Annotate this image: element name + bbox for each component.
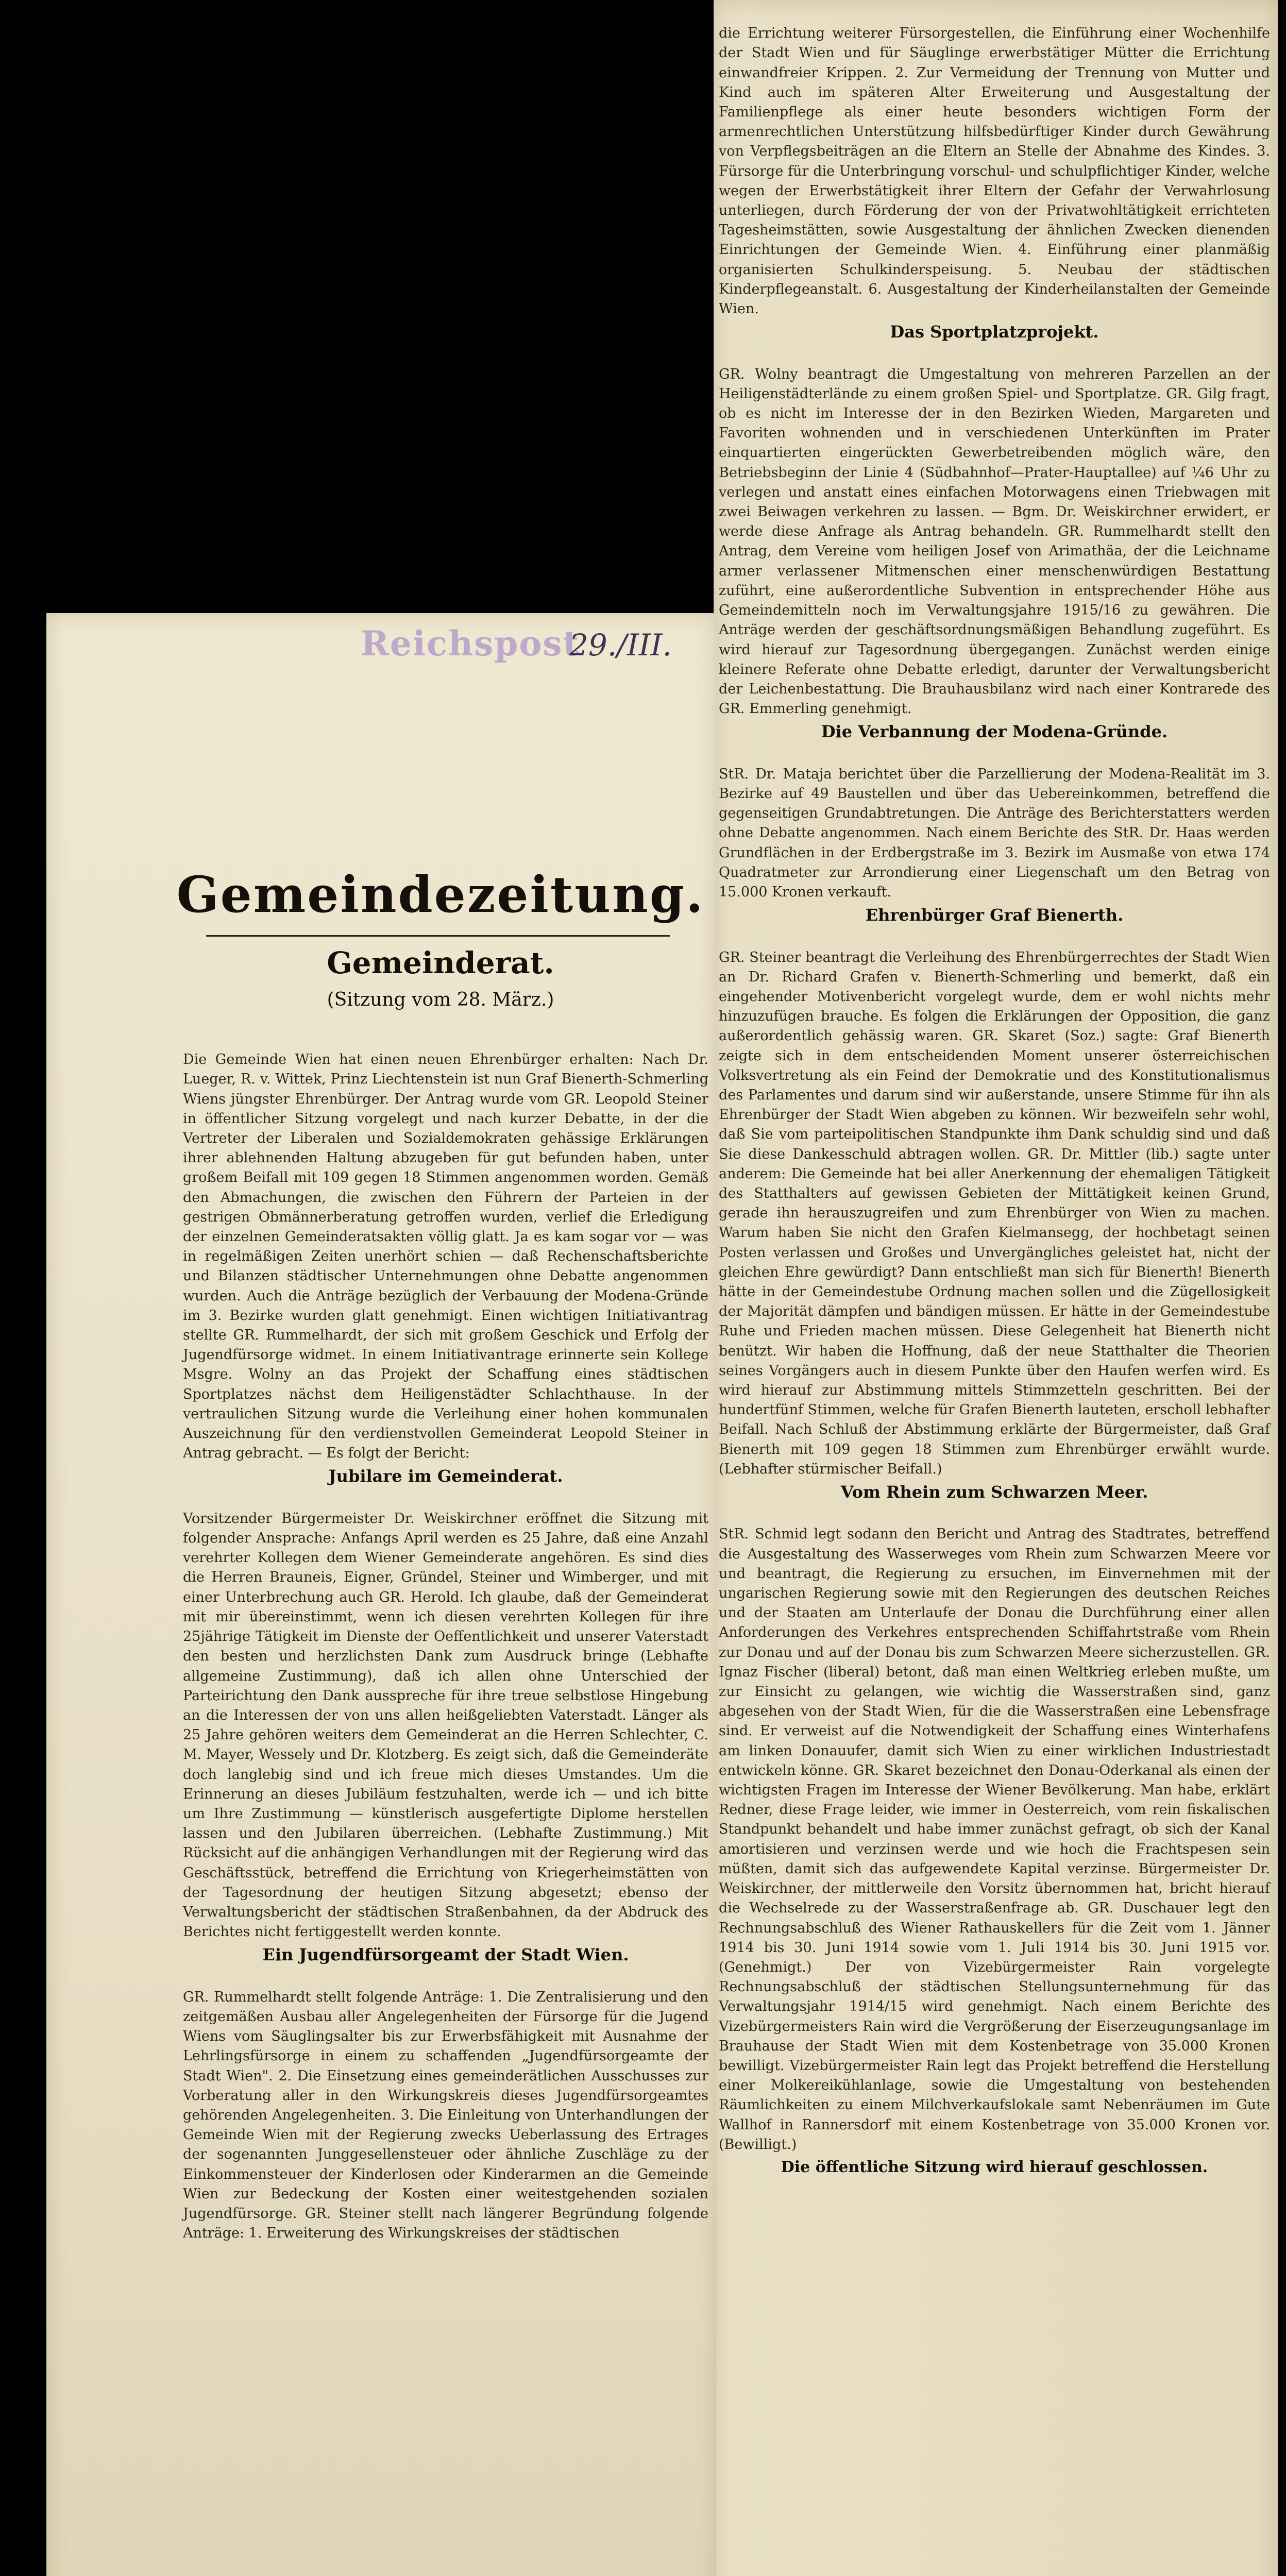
heading-sportplatz: Das Sportplatzprojekt.: [890, 322, 1099, 342]
heading-jugendamt: Ein Jugendfürsorgeamt der Stadt Wien.: [262, 1945, 629, 1965]
reichspost-stamp: Reichspost: [361, 623, 580, 664]
heading-ehrenbuerger: Ehrenbürger Graf Bienerth.: [865, 905, 1124, 925]
title-rule: [206, 935, 670, 937]
main-title: Gemeindezeitung.: [176, 866, 705, 924]
left-column-text: [183, 1030, 708, 2243]
jubilare-text: Vorsitzender Bürgermeister Dr. Weiskirchner eröffnet die Sitzung mit folgender Ansprache: Anfangs April werden es 25 Jahre, daß eine Anzahl verehrter Kollegen dem Wiener Gemeinderate angehören. Es sind dies die Herren Brauneis, Eigner, Gründel, Steiner und Wimberger, und mit einer Unterbrechung auch GR. Herold. Ich glaube, daß der Gemeinderat mit mir übereinstimmt, wenn ich diesen verehrten Kollegen für ihre 25jährige Tätigkeit im Dienste der Oeffentlichkeit und unserer Vaterstadt den besten und herzlichsten Dank zum Ausdruck bringe (Lebhafte allgemeine Zustimmung), daß ich allen ohne Unterschied der Parteirichtung den Dank ausspreche für ihre treue selbstlose Hingebung an die Interessen der von uns allen heißgeliebten Vaterstadt. Länger als 25 Jahre gehören weiters dem Gemeinderat an die Herren Schlechter, C. M. Mayer, Wessely und Dr. Klotzberg. Es zeigt sich, daß die Gemeinderäte doch langlebig sind und ich freue mich dieses Umstandes. Um die Erinnerung an dieses Jubiläum festzuhalten, werde ich — und ich bitte um Ihre Zustimmung — künstlerisch ausgefertigte Diplome herstellen lassen und den Jubilaren überreichen. (Lebhafte Zustimmung.) Mit Rücksicht auf die anhängigen Verhandlungen mit der Regierung wird das Geschäftsstück, betreffend die Errichtung von Kriegerheimstätten von der Tagesordnung der heutigen Sitzung abgesetzt; ebenso der Verwaltungsbericht der städtischen Straßenbahnen, da der Abdruck des Berichtes nicht fertiggestellt werden konnte.: [183, 1510, 708, 1940]
right-intro: die Errichtung weiterer Fürsorgestellen, die Einführung einer Wochenhilfe der Stadt Wien und für Säuglinge erwerbstätiger Mütter die Errichtung einwandfreier Krippen. 2. Zur Vermeidung der Trennung von Mutter und Kind auch im späteren Alter Erweiterung und Ausgestaltung der Familienpflege als einer heute besonders wichtigen Form der armenrechtlichen Unterstützung hilfsbedürftiger Kinder durch Gewährung von Verpflegsbeiträgen an die Eltern an Stelle der Abnahme des Kindes. 3. Fürsorge für die Unterbringung vorschul- und schulpflichtiger Kinder, welche wegen der Erwerbstätigkeit ihrer Eltern der Gefahr der Verwahrlosung unterliegen, durch Förderung der von der Privatwohltätigkeit errichteten Tagesheimstätten, sowie Ausgestaltung der ähnlichen Zwecken dienenden Einrichtungen der Gemeinde Wien. 4. Einführung einer planmäßig organisierten Schulkinderspeisung. 5. Neubau der städtischen Kinderpflegeanstalt. 6. Ausgestaltung der Kinderheilanstalten der Gemeinde Wien.: [719, 25, 1270, 317]
ehrenbuerger-text: GR. Steiner beantragt die Verleihung des Ehrenbürgerrechtes der Stadt Wien an Dr. Richard Grafen v. Bienerth-Schmerling und bemerkt, daß ein eingehender Motivenbericht vorgelegt wurde, dem er wohl nichts mehr hinzuzufügen brauche. Es folgen die Erklärungen der Opposition, die ganz außerordentlich gehässig waren. GR. Skaret (Soz.) sagte: Graf Bienerth zeigte sich in dem entscheidenden Moment unserer österreichischen Volksvertretung als ein Feind der Demokratie und des Konstitutionalismus des Parlamentes und darum sind wir außerstande, unsere Stimme für ihn als Ehrenbürger der Stadt Wien abgeben zu können. Wir bezweifeln sehr wohl, daß Sie vom parteipolitischen Standpunkte ihm Dank schuldig sind und daß Sie diese Dankesschuld abtragen wollen. GR. Dr. Mittler (lib.) sagte unter anderem: Die Gemeinde hat bei aller Anerkennung der ehemaligen Tätigkeit des Statthalters auf gewissen Gebieten der Mittätigkeit keinen Grund, gerade ihn herauszugreifen und zum Ehrenbürger von Wien zu machen. Warum haben Sie nicht den Grafen Kielmansegg, der hochbetagt seinen Posten verlassen und Großes und Unvergängliches geleistet hat, nicht der gleichen Ehre gewürdigt? Dann entschließt man sich für Bienerth! Bienerth hätte in der Gemeindestube Ordnung machen sollen und die Zügellosigkeit der Majorität dämpfen und bändigen müssen. Er hätte in der Gemeindestube Ruhe und Frieden machen müssen. Diese Gelegenheit hat Bienerth nicht benützt. Wir haben die Hoffnung, daß der neue Statthalter die Theorien seines Vorgängers auch in diesem Punkte über den Haufen werfen wird. Es wird hierauf zur Abstimmung mittels Stimmzetteln geschritten. Bei der hundertfünf Stimmen, welche für Grafen Bienerth lauteten, erscholl lebhafter Beifall. Nach Schluß der Abstimmung erklärte der Bürgermeister, daß Graf Bienerth mit 109 gegen 18 Stimmen zum Ehrenbürger erwählt wurde. (Lebhafter stürmischer Beifall.): [719, 949, 1270, 1477]
jugendamt-text: GR. Rummelhardt stellt folgende Anträge: 1. Die Zentralisierung und den zeitgemäßen Ausbau aller Angelegenheiten der Fürsorge für die Jugend Wiens vom Säuglingsalter bis zur Erwerbsfähigkeit mit Ausnahme der Lehrlingsfürsorge in einem zu schaffenden „Jugendfürsorgeamte der Stadt Wien". 2. Die Einsetzung eines gemeinderätlichen Ausschusses zur Vorberatung aller in den Wirkungskreis dieses Jugendfürsorgeamtes gehörenden Angelegenheiten. 3. Die Einleitung von Unterhandlungen der Gemeinde Wien mit der Regierung zwecks Ueberlassung des Ertrages der sogenannten Junggesellensteuer oder ähnliche Zuschläge zu der Einkommensteuer der Kinderlosen oder Kinderarmen an die Gemeinde Wien zur Bedeckung der Kosten einer weitestgehenden sozialen Jugendfürsorge. GR. Steiner stellt nach längerer Begründung folgende Anträge: 1. Erweiterung des Wirkungskreises der städtischen: [183, 1989, 708, 2242]
handwritten-date: 29./III.: [569, 628, 672, 663]
left-body: Die Gemeinde Wien hat einen neuen Ehrenbürger erhalten: Nach Dr. Lueger, R. v. Wittek, Prinz Liechtenstein ist nun Graf Bienerth-Schmerling Wiens jüngster Ehrenbürger. Der Antrag wurde vom GR. Leopold Steiner in öffentlicher Sitzung vorgelegt und nach kurzer Debatte, in der die Vertreter der Liberalen und Sozialdemokraten gehässige Erklärungen ihrer ablehnenden Haltung abzugeben für gut befunden haben, unter großem Beifall mit 109 gegen 18 Stimmen angenommen worden. Gemäß den Abmachungen, die zwischen den Führern der Parteien in der gestrigen Obmännerberatung getroffen wurden, verlief die Erledigung der einzelnen Gemeinderatsakten völlig glatt. Ja es kam sogar vor — was in regelmäßigen Zeiten unerhört schien — daß Rechenschaftsberichte und Bilanzen städtischer Unternehmungen ohne Debatte angenommen wurden. Auch die Anträge bezüglich der Verbauung der Modena-Gründe im 3. Bezirke wurden glatt genehmigt. Einen wichtigen Initiativantrag stellte GR. Rummelhardt, der sich mit großem Geschick und Erfolg der Jugendfürsorge widmet. In einem Initiativantrage erinnerte sein Kollege Msgre. Wolny an das Projekt der Schaffung eines städtischen Sportplatzes nächst dem Heiligenstädter Schlachthause. In der vertraulichen Sitzung wurde die Verleihung einer hohen kommunalen Auszeichnung für den verdienstvollen Gemeinderat Leopold Steiner in Antrag gebracht. — Es folgt der Bericht:: [183, 1052, 708, 1462]
session-date: (Sitzung vom 28. März.): [327, 989, 554, 1010]
right-column-text: [719, 4, 1270, 2200]
sportplatz-text: GR. Wolny beantragt die Umgestaltung von mehreren Parzellen an der Heiligenstädterlände zu einem großen Spiel- und Sportplatze. GR. Gilg fragt, ob es nicht im Interesse der in den Bezirken Wieden, Margareten und Favoriten wohnenden und in verschiedenen Unterkünften im Prater einquartierten eingerückten Gewerbetreibenden möglich wäre, den Betriebsbeginn der Linie 4 (Südbahnhof—Prater-Hauptallee) auf ¼6 Uhr zu verlegen und anstatt eines einfachen Motorwagens einen Triebwagen mit zwei Beiwagen verkehren zu lassen. — Bgm. Dr. Weiskirchner erwidert, er werde diese Anfrage als Antrag behandeln. GR. Rummelhardt stellt den Antrag, dem Vereine vom heiligen Josef von Arimathäa, der die Leichname armer verlassener Mitmenschen einer menschenwürdigen Bestattung zuführt, eine außerordentliche Subvention in entsprechender Höhe aus Gemeindemitteln noch im Verwaltungsjahre 1915/16 zu gewähren. Die Anträge werden der geschäftsordnungsmäßigen Behandlung zugeführt. Es wird hierauf zur Tagesordnung übergegangen. Zunächst werden einige kleinere Referate ohne Debatte erledigt, darunter der Verwaltungsbericht der Leichenbestattung. Die Brauhausbilanz wird nach einer Kontrarede des GR. Emmerling genehmigt.: [719, 366, 1270, 717]
closing-line: Die öffentliche Sitzung wird hierauf geschlossen.: [781, 2158, 1208, 2176]
heading-jubilare: Jubilare im Gemeinderat.: [328, 1466, 563, 1486]
modena-text: StR. Dr. Mataja berichtet über die Parzellierung der Modena-Realität im 3. Bezirke auf 49 Baustellen und über das Uebereinkommen, betreffend die gegenseitigen Grundabtretungen. Die Anträge des Berichterstatters werden ohne Debatte angenommen. Nach einem Berichte des StR. Dr. Haas werden Grundflächen in der Erdbergstraße im 3. Bezirk im Ausmaße von etwa 174 Quadratmeter zur Arrondierung einer Liegenschaft um den Betrag von 15.000 Kronen verkauft.: [719, 766, 1270, 900]
section-heading: Gemeinderat.: [327, 945, 554, 980]
rhein-text: StR. Schmid legt sodann den Bericht und Antrag des Stadtrates, betreffend die Ausgestaltung des Wasserweges vom Rhein zum Schwarzen Meere vor und beantragt, die Regierung zu ersuchen, im Einvernehmen mit der ungarischen Regierung sowie mit den Regierungen des deutschen Reiches und der Staaten am Unterlaufe der Donau die Durchführung einer allen Anforderungen des Verkehres entsprechenden Schiffahrtstraße vom Rhein zur Donau und auf der Donau bis zum Schwarzen Meere sicherzustellen. GR. Ignaz Fischer (liberal) betont, daß man einen Weltkrieg erleben mußte, um zur Einsicht zu gelangen, wie wichtig die Wasserstraßen sind, ganz abgesehen von der Stadt Wien, für die die Wasserstraßen eine Lebensfrage sind. Er verweist auf die Notwendigkeit der Schaffung eines Winterhafens am linken Donauufer, damit sich Wien zu einer wirklichen Industriestadt entwickeln könne. GR. Skaret bezeichnet den Donau-Oderkanal als einen der wichtigsten Fragen im Interesse der Wiener Bevölkerung. Man habe, erklärt Redner, diese Frage leider, wie immer in Oesterreich, vom rein fiskalischen Standpunkt behandelt und habe immer zunächst gefragt, ob sich der Kanal amortisieren und verzinsen werde und wie hoch die Frachtspesen sein müßten, damit sich das aufgewendete Kapital verzinse. Bürgermeister Dr. Weiskirchner, der mittlerweile den Vorsitz übernommen hat, bricht hierauf die Wechselrede zu der Wasserstraßenfrage ab. GR. Duschauer legt den Rechnungsabschluß des Wiener Rathauskellers für die Zeit vom 1. Jänner 1914 bis 30. Juni 1914 sowie vom 1. Juli 1914 bis 30. Juni 1915 vor. (Genehmigt.) Der von Vizebürgermeister Rain vorgelegte Rechnungsabschluß der städtischen Stellungsunternehmung für das Verwaltungsjahr 1914/15 wird genehmigt. Nach einem Berichte des Vizebürgermeisters Rain wird die Vergrößerung der Eiserzeugungsanlage im Brauhause der Stadt Wien mit dem Kostenbetrage von 35.000 Kronen bewilligt. Vizebürgermeister Rain legt das Projekt betreffend die Herstellung einer Molkereikühlanlage, sowie die Umgestaltung von bestehenden Räumlichkeiten zu einem Milchverkaufslokale samt Nebenräumen im Gute Wallhof in Rannersdorf mit einem Kostenbetrage von 35.000 Kronen vor. (Bewilligt.): [719, 1526, 1270, 2153]
heading-rhein: Vom Rhein zum Schwarzen Meer.: [840, 1482, 1148, 1502]
heading-modena: Die Verbannung der Modena-Gründe.: [821, 722, 1168, 742]
